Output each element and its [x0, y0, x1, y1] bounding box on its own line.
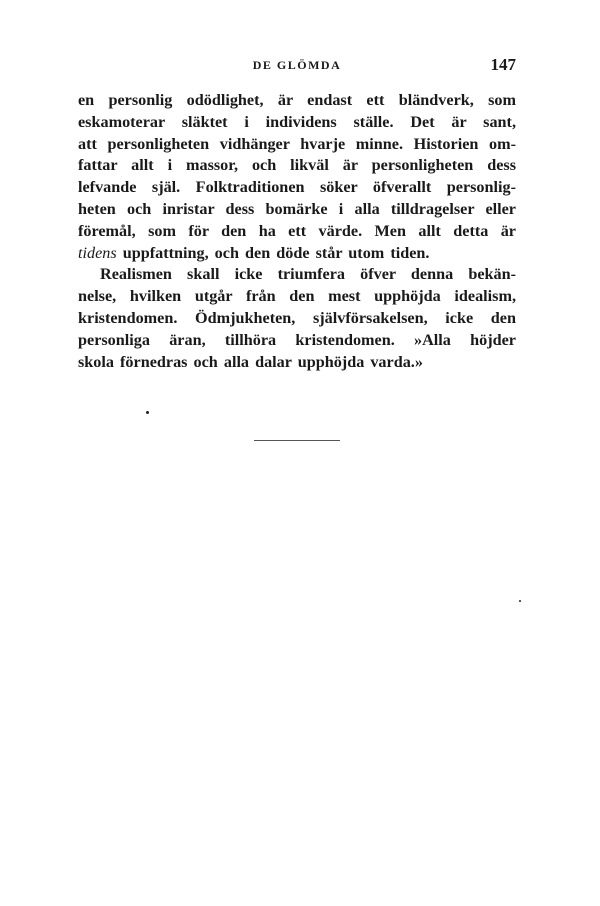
- running-title: DE GLÖMDA: [252, 58, 342, 72]
- text-line: en personlig odödlighet, är endast ett bländverk, som: [78, 91, 516, 109]
- running-head: [78, 55, 516, 78]
- text-line: nelse, hvilken utgår från den mest upphöjda idealism,: [78, 287, 516, 306]
- page-number: 147: [490, 55, 516, 74]
- text-line-rest: uppfattning, och den döde står utom tiden.: [116, 243, 430, 262]
- text-line: kristendomen. Ödmjukheten, självförsakelsen, icke den: [78, 308, 516, 327]
- ink-speck: [519, 600, 521, 602]
- paragraph-2: [78, 264, 516, 373]
- text-line: skola förnedras och alla dalar upphöjda varda.»: [78, 352, 423, 371]
- end-rule: [254, 440, 340, 441]
- text-line: Realismen skall icke triumfera öfver denna bekän-: [100, 265, 516, 284]
- italic-word: tidens: [78, 243, 117, 262]
- text-line: föremål, som för den ha ett värde. Men allt detta är: [78, 221, 516, 240]
- text-line: fattar allt i massor, och likväl är personligheten dess: [78, 156, 516, 175]
- text-line: heten och inristar dess bomärke i alla tilldragelser eller: [78, 199, 516, 218]
- ink-speck: [146, 411, 149, 414]
- paragraph-1: [78, 90, 516, 264]
- text-line-last: [78, 243, 516, 265]
- body-text: [78, 90, 516, 373]
- text-line: eskamoterar släktet i individens ställe. Det är sant,: [78, 112, 516, 131]
- text-line: lefvande själ. Folktraditionen söker öfverallt personlig-: [78, 178, 516, 197]
- text-line: att personligheten vidhänger hvarje minne. Historien om-: [78, 134, 516, 153]
- text-line: personliga äran, tillhöra kristendomen. »Alla höjder: [78, 330, 516, 349]
